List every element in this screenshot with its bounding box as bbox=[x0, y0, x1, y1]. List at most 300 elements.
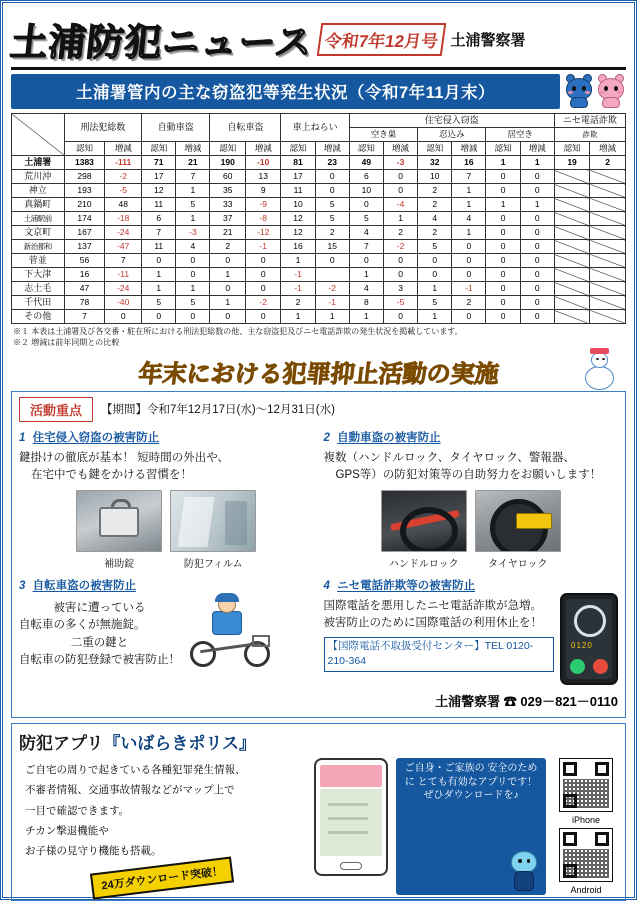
table-cell: -10 bbox=[245, 156, 280, 170]
table-cell: 0 bbox=[315, 184, 349, 198]
table-row-label: 真鍋町 bbox=[12, 198, 65, 212]
table-cell: 0 bbox=[486, 282, 520, 296]
table-cell: 13 bbox=[245, 170, 280, 184]
th-metric: 認知 bbox=[210, 142, 245, 156]
table-cell: 78 bbox=[64, 296, 105, 310]
table-cell: 1 bbox=[452, 184, 486, 198]
table-cell: 0 bbox=[349, 254, 383, 268]
point-2 bbox=[324, 429, 619, 571]
table-cell: 174 bbox=[64, 212, 105, 226]
point-4 bbox=[324, 577, 619, 685]
point-1-heading bbox=[19, 429, 314, 445]
table-cell bbox=[590, 268, 626, 282]
table-header-group-row bbox=[12, 114, 626, 128]
th-metric: 認知 bbox=[418, 142, 452, 156]
table-cell: 47 bbox=[64, 282, 105, 296]
table-cell: 0 bbox=[142, 254, 176, 268]
table-cell: 0 bbox=[520, 310, 554, 324]
table-header-metric-row bbox=[12, 142, 626, 156]
table-cell: -3 bbox=[383, 156, 417, 170]
table-cell: 0 bbox=[486, 226, 520, 240]
table-cell: 0 bbox=[486, 254, 520, 268]
table-note: ※１ 本表は土浦署及び各交番・駐在所における刑法犯総数の他、主な窃盗犯及びニセ電話詐欺の発生状況を掲載しています。 bbox=[13, 327, 463, 336]
table-cell bbox=[554, 296, 589, 310]
table-cell: 1 bbox=[349, 268, 383, 282]
app-promo-text: ご自身・ご家族の 安全のために とても有効なアプリです！ ぜひダウンロードを♪ bbox=[404, 763, 538, 802]
table-cell bbox=[590, 212, 626, 226]
table-cell: 21 bbox=[176, 156, 210, 170]
phone-icon: ☎ bbox=[503, 694, 517, 710]
point-4-line: 被害防止のために国際電話の利用休止を！ bbox=[323, 617, 542, 630]
table-cell bbox=[590, 282, 626, 296]
mascot-group bbox=[564, 74, 626, 108]
table-row bbox=[12, 254, 626, 268]
table-cell bbox=[554, 198, 589, 212]
table-row bbox=[12, 226, 626, 240]
table-cell: 2 bbox=[383, 226, 417, 240]
table-cell: 0 bbox=[452, 240, 486, 254]
point-4-line: 国際電話を悪用したニセ電話詐欺が急増。 bbox=[323, 600, 542, 613]
table-cell: 71 bbox=[142, 156, 176, 170]
table-cell: 7 bbox=[452, 170, 486, 184]
photo-tire-lock bbox=[475, 490, 561, 552]
app-promo-panel bbox=[396, 758, 546, 895]
table-row-label: 千代田 bbox=[12, 296, 65, 310]
bicycle-illustration-icon bbox=[184, 593, 276, 671]
table-cell: 5 bbox=[142, 296, 176, 310]
point-3-line: 二重の鍵と bbox=[70, 636, 129, 649]
table-cell: 190 bbox=[210, 156, 245, 170]
table-cell: 0 bbox=[520, 254, 554, 268]
app-bullet: 一目で確認できます。 bbox=[25, 804, 130, 817]
table-row-label: 荒川沖 bbox=[12, 170, 65, 184]
th-metric: 増減 bbox=[315, 142, 349, 156]
table-cell: 1 bbox=[281, 310, 315, 324]
table-cell: 0 bbox=[486, 184, 520, 198]
table-cell: 1 bbox=[452, 226, 486, 240]
th-metric: 認知 bbox=[554, 142, 589, 156]
table-row-label: 菅並 bbox=[12, 254, 65, 268]
table-cell bbox=[590, 254, 626, 268]
point-3-text bbox=[19, 600, 180, 669]
th-metric: 増減 bbox=[590, 142, 626, 156]
table-cell: 37 bbox=[210, 212, 245, 226]
app-bullet: お子様の見守り機能も搭載。 bbox=[25, 844, 162, 857]
table-cell: 0 bbox=[383, 310, 417, 324]
table-cell: 48 bbox=[105, 198, 142, 212]
focus-label: 活動重点 bbox=[19, 397, 93, 422]
table-cell: 7 bbox=[64, 310, 105, 324]
campaign-period: 【期間】令和7年12月17日(水)〜12月31日(水) bbox=[101, 404, 335, 417]
point-1-number: 1 bbox=[19, 431, 26, 444]
point-1 bbox=[19, 429, 314, 571]
table-cell: 0 bbox=[176, 254, 210, 268]
table-cell: 2 bbox=[418, 184, 452, 198]
table-cell bbox=[554, 310, 589, 324]
table-cell: -11 bbox=[105, 268, 142, 282]
table-cell: 56 bbox=[64, 254, 105, 268]
app-bullet: チカン撃退機能や bbox=[25, 824, 109, 837]
table-cell: 10 bbox=[418, 170, 452, 184]
table-cell bbox=[590, 184, 626, 198]
table-cell: 1 bbox=[486, 156, 520, 170]
th-metric: 認知 bbox=[486, 142, 520, 156]
point-2-text bbox=[324, 450, 619, 485]
th-metric: 増減 bbox=[383, 142, 417, 156]
table-cell: 11 bbox=[142, 240, 176, 254]
table-cell: 1 bbox=[176, 212, 210, 226]
table-cell: 1383 bbox=[64, 156, 105, 170]
table-cell: 7 bbox=[349, 240, 383, 254]
table-cell: -4 bbox=[383, 198, 417, 212]
table-cell: -24 bbox=[105, 282, 142, 296]
table-cell: 1 bbox=[210, 268, 245, 282]
table-cell bbox=[590, 198, 626, 212]
table-cell: 15 bbox=[315, 240, 349, 254]
table-cell: 0 bbox=[452, 310, 486, 324]
download-badge: 24万ダウンロード突破！ bbox=[90, 857, 234, 900]
table-cell: -5 bbox=[105, 184, 142, 198]
table-cell: -5 bbox=[383, 296, 417, 310]
issuer-label: 土浦警察署 bbox=[450, 31, 526, 49]
point-3-line: 自転車の多くが無施錠。 bbox=[19, 619, 146, 632]
table-row-label: 志土毛 bbox=[12, 282, 65, 296]
table-cell: -47 bbox=[105, 240, 142, 254]
table-cell: 0 bbox=[486, 240, 520, 254]
table-cell: -9 bbox=[245, 198, 280, 212]
table-cell: 2 bbox=[281, 296, 315, 310]
table-cell: 1 bbox=[281, 254, 315, 268]
app-section bbox=[11, 723, 626, 901]
table-cell: -1 bbox=[315, 296, 349, 310]
table-cell: -3 bbox=[176, 226, 210, 240]
th-bicycle-theft: 自転車盗 bbox=[210, 114, 281, 142]
table-cell: 1 bbox=[452, 198, 486, 212]
section-banner: 土浦署管内の主な窃盗犯等発生状況（令和7年11月末） bbox=[11, 74, 560, 109]
table-cell: 33 bbox=[210, 198, 245, 212]
photo-caption: 防犯フィルム bbox=[183, 559, 243, 571]
point-4-number: 4 bbox=[323, 580, 330, 593]
table-cell bbox=[554, 212, 589, 226]
table-notes bbox=[13, 327, 626, 349]
table-cell: -1 bbox=[245, 240, 280, 254]
table-cell: 0 bbox=[452, 254, 486, 268]
table-row bbox=[12, 184, 626, 198]
table-cell bbox=[554, 226, 589, 240]
table-row bbox=[12, 170, 626, 184]
mascot-blue-icon bbox=[564, 74, 594, 108]
app-screenshot bbox=[314, 758, 388, 876]
photo-security-film-wrap bbox=[170, 490, 256, 570]
table-row-label: 新治都和 bbox=[12, 240, 65, 254]
photo-security-film bbox=[170, 490, 256, 552]
table-cell: 0 bbox=[486, 170, 520, 184]
table-cell: 2 bbox=[418, 226, 452, 240]
table-cell: 0 bbox=[520, 212, 554, 226]
qr-column bbox=[554, 758, 618, 895]
point-2-number: 2 bbox=[323, 431, 330, 444]
table-cell bbox=[590, 240, 626, 254]
table-cell bbox=[554, 184, 589, 198]
table-cell: 0 bbox=[245, 310, 280, 324]
mascot-pink-icon bbox=[596, 74, 626, 108]
table-cell bbox=[554, 254, 589, 268]
table-row bbox=[12, 268, 626, 282]
table-cell: 1 bbox=[176, 282, 210, 296]
campaign-heading: 年末における犯罪抑止活動の実施 bbox=[136, 359, 500, 388]
table-cell bbox=[315, 268, 349, 282]
th-metric: 認知 bbox=[64, 142, 105, 156]
table-cell: -1 bbox=[281, 268, 315, 282]
point-4-text bbox=[324, 598, 555, 672]
table-cell bbox=[590, 170, 626, 184]
photo-caption: 補助錠 bbox=[104, 559, 135, 571]
table-cell: 1 bbox=[210, 296, 245, 310]
point-3-line: 被害に遭っている bbox=[53, 602, 146, 615]
app-layout bbox=[19, 758, 618, 895]
table-cell: 21 bbox=[210, 226, 245, 240]
table-cell: 4 bbox=[349, 226, 383, 240]
table-cell: 0 bbox=[520, 282, 554, 296]
table-cell: 9 bbox=[245, 184, 280, 198]
call-reject-icon bbox=[593, 659, 608, 674]
photo-tire-lock-wrap bbox=[475, 490, 561, 570]
table-cell: 0 bbox=[245, 254, 280, 268]
table-cell: 0 bbox=[245, 268, 280, 282]
table-row-label: 下大津 bbox=[12, 268, 65, 282]
table-cell: 1 bbox=[176, 184, 210, 198]
table-cell: 0 bbox=[315, 254, 349, 268]
table-cell: 1 bbox=[142, 268, 176, 282]
photo-caption: タイヤロック bbox=[487, 559, 548, 571]
table-cell: 12 bbox=[281, 226, 315, 240]
table-cell: 0 bbox=[105, 310, 142, 324]
table-row-label: 文京町 bbox=[12, 226, 65, 240]
table-row bbox=[12, 310, 626, 324]
police-mascot-icon bbox=[506, 847, 542, 893]
table-cell bbox=[554, 240, 589, 254]
table-row bbox=[12, 240, 626, 254]
table-cell: -111 bbox=[105, 156, 142, 170]
table-cell: 12 bbox=[281, 212, 315, 226]
table-cell: 1 bbox=[349, 310, 383, 324]
points-row-bottom bbox=[19, 577, 618, 685]
table-cell: 0 bbox=[383, 184, 417, 198]
th-metric: 増減 bbox=[520, 142, 554, 156]
table-cell: -1 bbox=[452, 282, 486, 296]
signature-phone: 029－821－0110 bbox=[520, 694, 618, 710]
table-row bbox=[12, 156, 626, 170]
table-cell: 10 bbox=[349, 184, 383, 198]
point-1-photos bbox=[19, 490, 314, 570]
table-cell: 0 bbox=[210, 282, 245, 296]
table-cell: 0 bbox=[383, 268, 417, 282]
points-row-top bbox=[19, 429, 618, 571]
intl-call-center-note: 【国際電話不取扱受付センター】TEL 0120-210-364 bbox=[324, 637, 555, 673]
table-cell: 17 bbox=[142, 170, 176, 184]
signature-office: 土浦警察署 bbox=[435, 694, 501, 710]
table-cell: 1 bbox=[142, 282, 176, 296]
app-bullet: 不審者情報、交通事故情報などがマップ上で bbox=[25, 784, 235, 797]
th-metric: 認知 bbox=[281, 142, 315, 156]
table-cell: 32 bbox=[418, 156, 452, 170]
table-cell: 0 bbox=[418, 268, 452, 282]
table-cell: -24 bbox=[105, 226, 142, 240]
table-cell: 2 bbox=[210, 240, 245, 254]
point-2-heading bbox=[324, 429, 619, 445]
table-cell: -2 bbox=[383, 240, 417, 254]
table-cell: 0 bbox=[486, 310, 520, 324]
table-cell: 35 bbox=[210, 184, 245, 198]
table-cell: 0 bbox=[520, 226, 554, 240]
table-cell: -18 bbox=[105, 212, 142, 226]
th-fraud: ニセ電話詐欺 bbox=[554, 114, 625, 128]
table-cell: 1 bbox=[315, 310, 349, 324]
crime-statistics-table bbox=[11, 113, 626, 324]
th-home-burglary: 住宅侵入窃盗 bbox=[349, 114, 554, 128]
table-cell: 16 bbox=[452, 156, 486, 170]
table-cell bbox=[554, 170, 589, 184]
table-cell: -2 bbox=[245, 296, 280, 310]
snowman-icon bbox=[580, 350, 620, 392]
table-cell bbox=[590, 296, 626, 310]
table-cell: 2 bbox=[590, 156, 626, 170]
app-heading-name: 『いばらきポリス』 bbox=[103, 734, 256, 754]
point-3-heading bbox=[19, 577, 314, 593]
photo-handle-lock-wrap bbox=[381, 490, 467, 570]
table-cell: 6 bbox=[142, 212, 176, 226]
table-cell: 4 bbox=[349, 282, 383, 296]
table-cell: 10 bbox=[281, 198, 315, 212]
table-cell bbox=[590, 310, 626, 324]
table-cell: 0 bbox=[315, 170, 349, 184]
table-cell: 11 bbox=[142, 198, 176, 212]
table-cell: 1 bbox=[486, 198, 520, 212]
photo-auxiliary-lock bbox=[76, 490, 162, 552]
table-cell: 5 bbox=[418, 240, 452, 254]
section-banner-row bbox=[11, 74, 626, 109]
table-cell: -12 bbox=[245, 226, 280, 240]
table-cell: 0 bbox=[520, 296, 554, 310]
table-cell: 11 bbox=[281, 184, 315, 198]
table-cell: 2 bbox=[452, 296, 486, 310]
table-cell: 4 bbox=[176, 240, 210, 254]
corner-cell bbox=[12, 114, 65, 156]
table-cell: -1 bbox=[281, 282, 315, 296]
point-4-title: ニセ電話詐欺等の被害防止 bbox=[337, 580, 476, 593]
table-row-label: 土浦駅前 bbox=[12, 212, 65, 226]
table-cell: 210 bbox=[64, 198, 105, 212]
qr-android[interactable] bbox=[559, 828, 613, 882]
call-accept-icon bbox=[570, 659, 585, 674]
th-metric: 増減 bbox=[176, 142, 210, 156]
table-cell: 0 bbox=[176, 310, 210, 324]
th-akisu: 空き巣 bbox=[349, 128, 417, 142]
table-cell: 0 bbox=[452, 268, 486, 282]
table-cell: 8 bbox=[349, 296, 383, 310]
table-cell: 1 bbox=[520, 198, 554, 212]
qr-iphone-label: iPhone bbox=[571, 815, 601, 826]
table-cell: -40 bbox=[105, 296, 142, 310]
th-vehicle-theft: 自動車盗 bbox=[142, 114, 210, 142]
point-1-line: 鍵掛けの徹底が基本！ 短時間の外出や、 bbox=[19, 451, 229, 464]
point-1-title: 住宅侵入窃盗の被害防止 bbox=[32, 431, 160, 444]
point-3-title: 自転車盗の被害防止 bbox=[32, 580, 137, 593]
table-cell: 0 bbox=[210, 254, 245, 268]
qr-iphone[interactable] bbox=[559, 758, 613, 812]
table-row-label: その他 bbox=[12, 310, 65, 324]
table-cell bbox=[554, 282, 589, 296]
table-cell: 60 bbox=[210, 170, 245, 184]
masthead bbox=[8, 13, 626, 65]
focus-row bbox=[19, 397, 618, 422]
th-metric: 認知 bbox=[142, 142, 176, 156]
photo-caption: ハンドルロック bbox=[388, 559, 459, 571]
th-metric: 増減 bbox=[245, 142, 280, 156]
table-cell: -2 bbox=[315, 282, 349, 296]
table-cell: 5 bbox=[176, 198, 210, 212]
table-cell: 7 bbox=[105, 254, 142, 268]
th-metric: 増減 bbox=[452, 142, 486, 156]
table-cell: 1 bbox=[383, 212, 417, 226]
point-1-line: 在宅中でも鍵をかける習慣を！ bbox=[31, 468, 192, 481]
table-cell: 16 bbox=[281, 240, 315, 254]
th-total-penal: 刑法犯総数 bbox=[64, 114, 142, 142]
table-row-label: 神立 bbox=[12, 184, 65, 198]
table-row bbox=[12, 296, 626, 310]
app-description bbox=[19, 758, 306, 895]
point-2-title: 自動車盗の被害防止 bbox=[337, 431, 441, 444]
table-cell: 4 bbox=[418, 212, 452, 226]
table-cell: 23 bbox=[315, 156, 349, 170]
point-2-line: 複数（ハンドルロック、タイヤロック、警報器、 bbox=[323, 451, 575, 464]
photo-handle-lock bbox=[381, 490, 467, 552]
table-cell: 193 bbox=[64, 184, 105, 198]
header-divider bbox=[11, 67, 626, 70]
photo-auxiliary-lock-wrap bbox=[76, 490, 162, 570]
table-row bbox=[12, 212, 626, 226]
table-cell: 137 bbox=[64, 240, 105, 254]
qr-android-label: Android bbox=[570, 885, 602, 896]
th-vehicle-break-in: 車上ねらい bbox=[281, 114, 349, 142]
table-cell: 0 bbox=[383, 170, 417, 184]
table-cell: 0 bbox=[142, 310, 176, 324]
table-cell: 0 bbox=[210, 310, 245, 324]
table-cell: 5 bbox=[176, 296, 210, 310]
table-cell: 0 bbox=[486, 212, 520, 226]
table-cell: -2 bbox=[105, 170, 142, 184]
app-bullet: ご自宅の周りで起きている各種犯罪発生情報、 bbox=[25, 764, 246, 777]
table-cell: 2 bbox=[315, 226, 349, 240]
table-cell: 0 bbox=[486, 296, 520, 310]
point-3 bbox=[19, 577, 314, 685]
table-row bbox=[12, 198, 626, 212]
table-cell: 0 bbox=[520, 268, 554, 282]
table-cell: 16 bbox=[64, 268, 105, 282]
table-cell: 0 bbox=[520, 170, 554, 184]
table-cell: 7 bbox=[142, 226, 176, 240]
table-note: ※２ 増減は前年同期との比較 bbox=[13, 337, 120, 347]
th-fraud-sub: 詐欺 bbox=[554, 128, 625, 142]
table-cell: 5 bbox=[418, 296, 452, 310]
table-cell: 5 bbox=[349, 212, 383, 226]
table-cell: 1 bbox=[520, 156, 554, 170]
table-cell: 5 bbox=[315, 198, 349, 212]
point-2-line: GPS等）の防犯対策等の自助努力をお願いします！ bbox=[335, 468, 602, 481]
table-cell: 0 bbox=[176, 268, 210, 282]
table-cell: 0 bbox=[520, 240, 554, 254]
app-heading bbox=[19, 729, 618, 754]
